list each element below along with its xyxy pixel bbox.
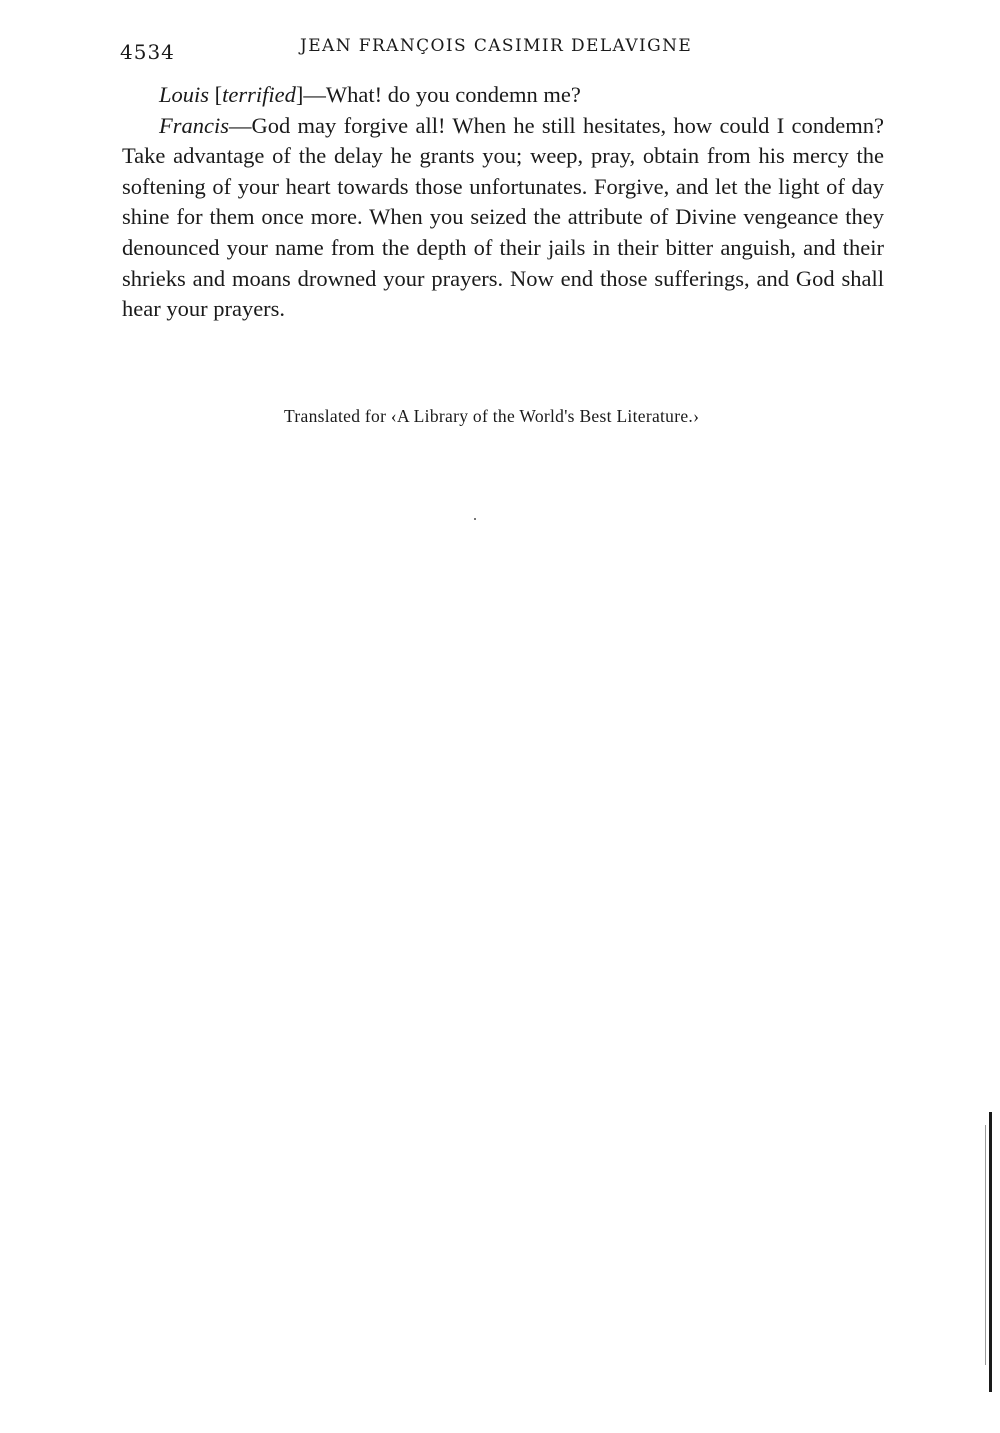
stage-bracket-open: [ xyxy=(214,82,223,107)
dialogue-line-louis xyxy=(122,80,884,111)
scan-edge-shadow xyxy=(985,1125,986,1365)
stage-direction: terrified xyxy=(222,82,296,107)
passage-body xyxy=(122,80,884,325)
dialogue-line-francis xyxy=(122,111,884,325)
dialogue-text: —God may forgive all! When he still hesitates, how could I condemn? Take advantage of the delay he grants you; weep, pray, obtain from his mercy the softening of your heart towards those unfortunates. Forgive, and let the light of day shine for them once more. When you seized the attribute of Divine vengeance they denounced your name from the depth of their jails in their bitter anguish, and their shrieks and moans drowned your prayers. Now end those sufferings, and God shall hear your prayers. xyxy=(122,112,884,322)
translation-credit: Translated for ‹A Library of the World's Best Literature.› xyxy=(284,406,700,426)
speaker-name: Francis xyxy=(159,112,229,138)
scan-speck xyxy=(474,518,476,520)
page-number: 4534 xyxy=(120,40,175,64)
dialogue-text: —What! do you condemn me? xyxy=(303,82,581,107)
running-title: JEAN FRANÇOIS CASIMIR DELAVIGNE xyxy=(300,36,693,56)
scan-edge-line xyxy=(989,1112,992,1392)
stage-bracket-close: ] xyxy=(295,82,304,107)
speaker-name: Louis xyxy=(159,82,210,107)
